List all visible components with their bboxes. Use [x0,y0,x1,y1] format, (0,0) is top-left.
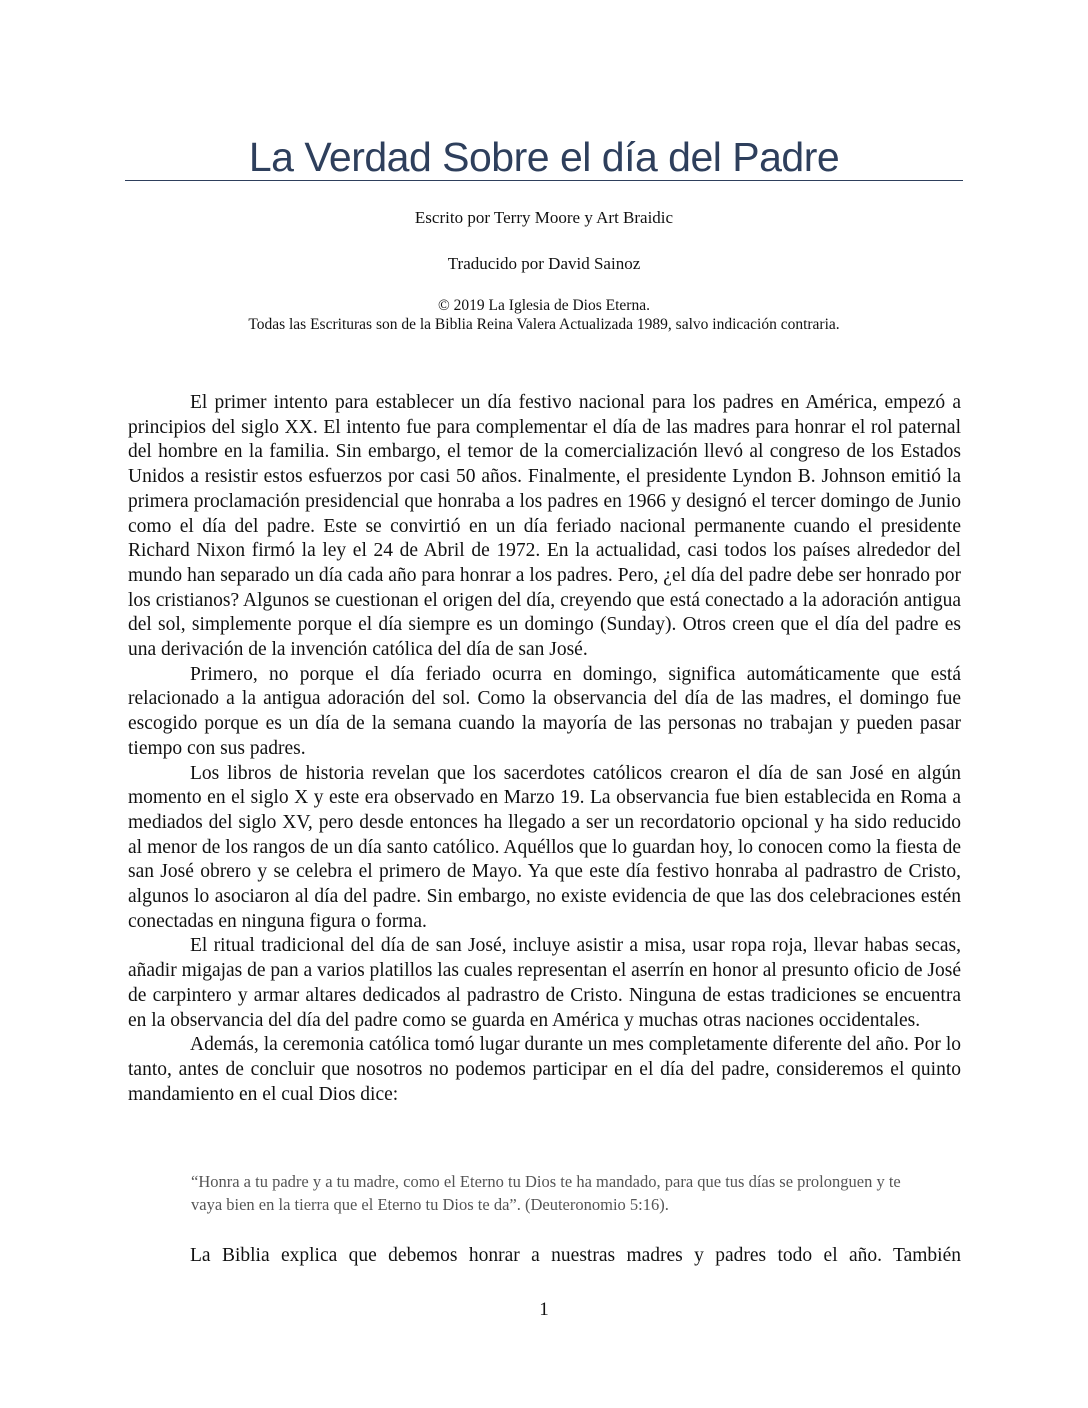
copyright-block [125,296,963,334]
author-line: Escrito por Terry Moore y Art Braidic [414,208,674,227]
paragraph-after-quote: La Biblia explica que debemos honrar a nuestras madres y padres todo el año. También [190,1245,961,1266]
paragraph: Primero, no porque el día feriado ocurra en domingo, significa automáticamente que está relacionado a la antigua adoración del sol. Como la observancia del día de las madres, el domingo fue escogido porque es un día de la semana cuando la mayoría de las personas no trabajan y pueden pasar tiempo con sus padres. [128,663,961,759]
article-body [128,391,961,1107]
paragraph: El ritual tradicional del día de san José, incluye asistir a misa, usar ropa roja, llevar habas secas, añadir migajas de pan a varios platillos las cuales representan el aserrín en honor al presunto oficio de José de carpintero y armar altares dedicados al padrastro de Cristo. Ninguna de estas tradiciones se encuentra en la observancia del día del padre como se guarda en América y muchas otras naciones occidentales. [128,935,961,1031]
translator-line: Traducido por David Sainoz [447,254,641,273]
document-title: La Verdad Sobre el día del Padre [248,134,840,180]
page-number: 1 [539,1299,549,1320]
paragraph: El primer intento para establecer un día festivo nacional para los padres en América, empezó a principios del siglo XX. El intento fue para complementar el día de las madres para honrar el rol paternal del hombre en la familia. Sin embargo, el temor de la comercialización llevó al congreso de los Estados Unidos a resistir estos esfuerzos por casi 50 años. Finalmente, el presidente Lyndon B. Johnson emitió la primera proclamación presidencial que honraba a los padres en 1966 y designó el tercer domingo de Junio como el día del padre. Este se convirtió en un día feriado nacional permanente cuando el presidente Richard Nixon firmó la ley el 24 de Abril de 1972. En la actualidad, casi todos los países alrededor del mundo han separado un día cada año para honrar a los padres. Pero, ¿el día del padre debe ser honrado por los cristianos? Algunos se cuestionan el origen del día, creyendo que está conectado a la adoración antigua del sol, simplemente porque el día siempre es un domingo (Sunday). Otros creen que el día del padre es una derivación de la invención católica del día de san José. [128,392,961,661]
copyright-line: © 2019 La Iglesia de Dios Eterna. [438,297,650,314]
paragraph: Además, la ceremonia católica tomó lugar durante un mes completamente diferente del año. Por lo tanto, antes de concluir que nosotros no podemos participar en el día del padre, consideremos el quinto mandamiento en el cual Dios dice: [128,1034,961,1105]
title-divider [125,180,963,181]
scripture-quote: “Honra a tu padre y a tu madre, como el Eterno tu Dios te ha mandado, para que tus días se prolonguen y te vaya bien en la tierra que el Eterno tu Dios te da”. (Deuteronomio 5:16). [191,1172,901,1214]
paragraph: Los libros de historia revelan que los sacerdotes católicos crearon el día de san José en algún momento en el siglo X y este era observado en Marzo 19. La observancia fue bien establecida en Roma a mediados del siglo XV, pero desde entonces ha llegado a ser un recordatorio opcional y ha sido reducido al menor de los rangos de un día santo católico. Aquéllos que lo guardan hoy, lo conocen como la fiesta de san José obrero y se celebra el primero de Mayo. Ya que este día festivo honraba al padrastro de Cristo, algunos lo asociaron al día del padre. Sin embargo, no existe evidencia de que las dos celebraciones estén conectadas en ninguna figura o forma. [128,762,961,932]
scripture-note: Todas las Escrituras son de la Biblia Reina Valera Actualizada 1989, salvo indicación contraria. [248,316,840,333]
